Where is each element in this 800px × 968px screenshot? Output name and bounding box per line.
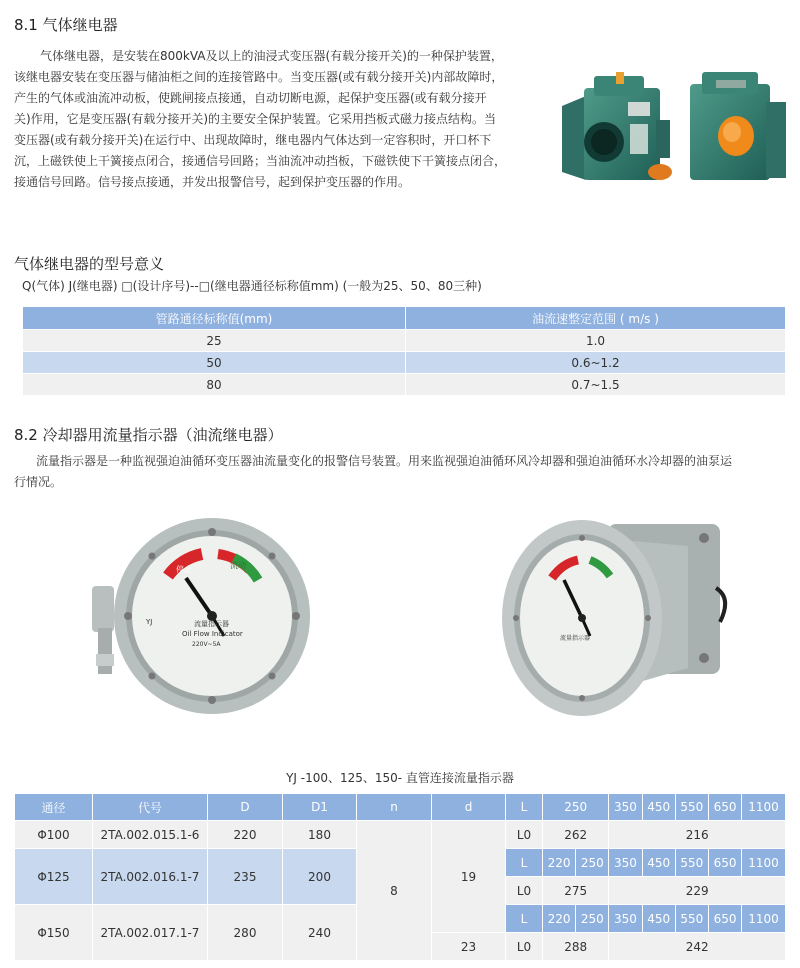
para-line: 关)作用，它是变压器(有载分接开关)的主要安全保护装置。它采用挡板式磁力接点结构。当 [14,112,497,126]
gauge-voltage: 220V~5A [192,641,221,648]
table-cell: L [506,849,543,877]
stop-label: 停止 [176,565,192,574]
table-header: 350 [609,794,642,821]
gauge-name-cn-side: 流量指示器 [560,635,591,642]
table-header: 550 [675,794,708,821]
table-cell: 2TA.002.017.1-7 [93,905,208,961]
table-cell: 550 [675,849,708,877]
table-header: D1 [283,794,357,821]
section-heading-8-2: 8.2 冷却器用流量指示器（油流继电器） [14,426,283,444]
flow-indicator-side-image [498,518,734,718]
table-cell: 220 [543,905,576,933]
table-row [15,821,786,849]
model-meaning-heading: 气体继电器的型号意义 [14,255,165,273]
table-cell: 23 [432,933,506,961]
table-cell: 240 [283,905,357,961]
table-header: 1100 [742,794,786,821]
table-row [23,352,786,374]
table-cell: 450 [642,849,675,877]
table-row [23,330,786,352]
section-heading-8-1: 8.1 气体继电器 [14,16,118,34]
table-cell: 280 [208,905,283,961]
table-cell: 0.7~1.5 [406,374,786,396]
table-cell: 220 [543,849,576,877]
table-cell: 220 [208,821,283,849]
table-cell: 25 [23,330,406,352]
table-header: D [208,794,283,821]
table-cell: 550 [675,905,708,933]
table-cell: Φ150 [15,905,93,961]
table-cell: L [506,905,543,933]
flow-indicator-caption: YJ -100、125、150- 直管连接流量指示器 [286,771,514,785]
gas-relay-description [14,46,554,193]
table-header: L [506,794,543,821]
table-cell: L0 [506,877,543,905]
table-cell: 0.6~1.2 [406,352,786,374]
table-cell: 180 [283,821,357,849]
table-cell: 50 [23,352,406,374]
table-cell: 1.0 [406,330,786,352]
table-cell: 235 [208,849,283,905]
table-header: 通径 [15,794,93,821]
para-line: 沉，上磁铁使上干簧接点闭合，接通信号回路；当油流冲动挡板，下磁铁使下干簧接点闭合， [14,154,507,168]
table-cell: 216 [609,821,786,849]
table-cell: 229 [609,877,786,905]
table-header: d [432,794,506,821]
table-cell: 350 [609,905,642,933]
table-header: 油流速整定范围 ( m/s ) [406,307,786,330]
para-line: 变压器(或有载分接开关)在运行中、出现故障时，继电器内气体达到一定容积时，开口杯下 [14,133,492,147]
gas-relay-image [556,62,792,190]
table-cell: L0 [506,821,543,849]
table-header: 250 [543,794,609,821]
table-cell: 250 [576,905,609,933]
para-line: 产生的气体或油流冲动板，使跳闸接点接通，自动切断电源，起保护变压器(或有载分接开 [14,91,487,105]
table-cell: Φ125 [15,849,93,905]
gas-relay-table [22,306,786,396]
flow-indicator-description [14,451,790,493]
para-line: 接通信号回路。信号接点接通，并发出报警信号，起到保护变压器的作用。 [14,175,411,189]
table-cell: 242 [609,933,786,961]
flow-indicator-table [14,793,786,961]
para-line: 该继电器安装在变压器与储油柜之间的连接管路中。当变压器(或有载分接开关)内部故障时， [14,70,504,84]
table-row [23,374,786,396]
para-line: 气体继电器，是安装在800kVA及以上的油浸式变压器(有载分接开关)的一种保护装置， [40,49,503,63]
table-header: 450 [642,794,675,821]
table-cell: 200 [283,849,357,905]
model-prefix: YJ [146,618,153,626]
table-cell: 1100 [742,905,786,933]
table-cell: 8 [357,821,432,961]
table-cell: L0 [506,933,543,961]
table-cell: 19 [432,821,506,933]
table-cell: 80 [23,374,406,396]
flow-indicator-front-image [90,516,322,716]
table-cell: 450 [642,905,675,933]
para-line: 流量指示器是一种监视强迫油循环变压器油流量变化的报警信号装置。用来监视强迫油循环风冷却器和强迫油循环水冷却器的油泵运 [36,454,733,468]
table-cell: 350 [609,849,642,877]
table-header: 管路通径标称值(mm) [23,307,406,330]
table-cell: 1100 [742,849,786,877]
model-formula: Q(气体) J(继电器) □(设计序号)--□(继电器通径标称值mm) (一般为25、50、80三种) [22,279,482,293]
table-header: 650 [708,794,741,821]
flow-label: 流动 [230,561,246,570]
table-cell: 650 [708,849,741,877]
table-cell: Φ100 [15,821,93,849]
table-cell: 262 [543,821,609,849]
table-cell: 650 [708,905,741,933]
table-header: n [357,794,432,821]
table-cell: 250 [576,849,609,877]
para-line: 行情况。 [14,475,63,489]
gauge-name-cn: 流量指示器 [194,620,229,628]
table-cell: 275 [543,877,609,905]
gauge-name-en: Oil Flow Indicator [182,630,243,638]
table-header: 代号 [93,794,208,821]
table-cell: 2TA.002.015.1-6 [93,821,208,849]
table-cell: 2TA.002.016.1-7 [93,849,208,905]
table-cell: 288 [543,933,609,961]
